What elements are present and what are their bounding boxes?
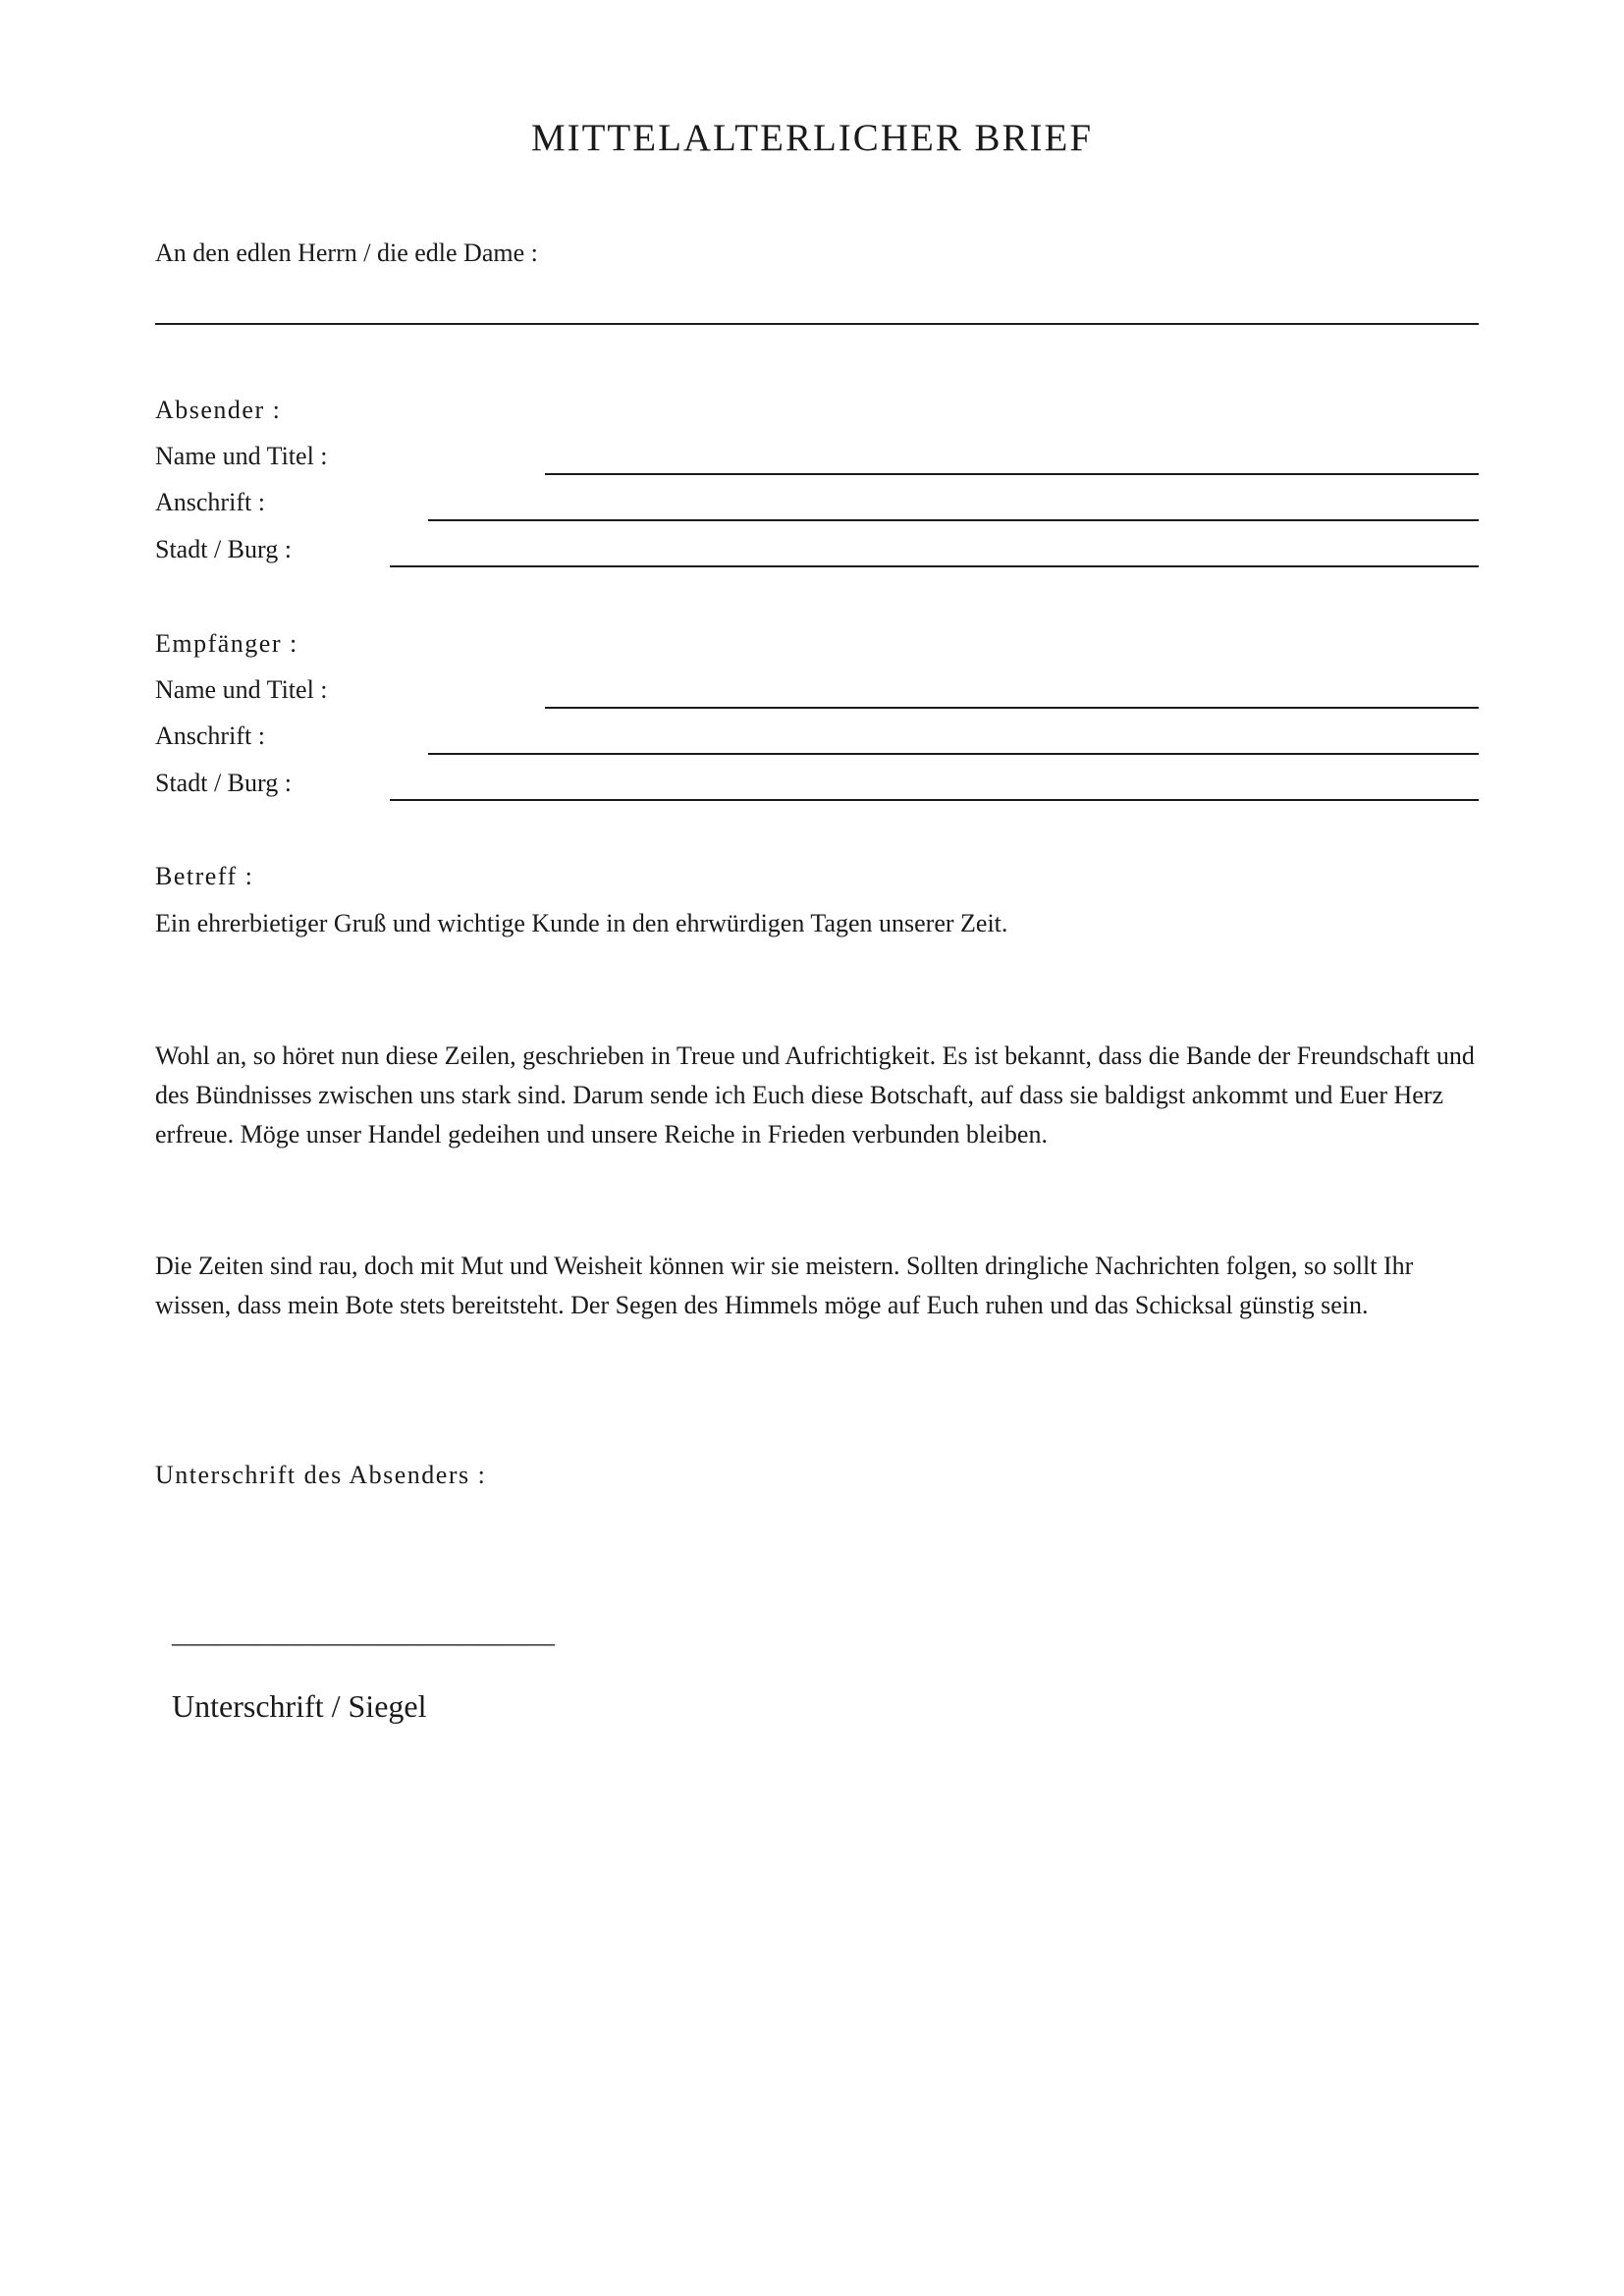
sender-heading: Absender :	[155, 396, 282, 424]
sender-name-field[interactable]	[545, 473, 1479, 475]
signature-heading: Unterschrift des Absenders :	[155, 1461, 487, 1489]
salutation-field[interactable]	[155, 323, 1479, 325]
sender-name-label: Name und Titel :	[155, 442, 328, 470]
sender-city-field[interactable]	[390, 565, 1479, 567]
recipient-name-label: Name und Titel :	[155, 675, 328, 704]
sender-address-label: Anschrift :	[155, 488, 265, 516]
recipient-address-label: Anschrift :	[155, 721, 265, 750]
page-title: MITTELALTERLICHER BRIEF	[530, 117, 1094, 159]
recipient-address-field[interactable]	[428, 753, 1479, 755]
sender-address-field[interactable]	[428, 519, 1479, 521]
recipient-city-label: Stadt / Burg :	[155, 769, 292, 797]
recipient-city-field[interactable]	[390, 799, 1479, 801]
signature-line[interactable]: ______________________________	[172, 1620, 555, 1648]
recipient-name-field[interactable]	[545, 707, 1479, 709]
subject-heading: Betreff :	[155, 862, 254, 890]
subject-text: Ein ehrerbietiger Gruß und wichtige Kunde in den ehrwürdigen Tagen unserer Zeit.	[155, 909, 1008, 937]
recipient-heading: Empfänger :	[155, 629, 298, 658]
body-paragraph-1: Wohl an, so höret nun diese Zeilen, geschrieben in Treue und Aufrichtigkeit. Es ist bekannt, dass die Bande der Freundschaft und des Bündnisses zwischen uns stark sind. Darum sende ich Euch diese Botschaft, auf dass sie baldigst ankommt und Euer Herz erfreue. Möge unser Handel gedeihen und unsere Reiche in Frieden verbunden bleiben.	[155, 1041, 1475, 1148]
salutation-label: An den edlen Herrn / die edle Dame :	[155, 239, 538, 267]
sender-city-label: Stadt / Burg :	[155, 535, 292, 563]
signature-caption: Unterschrift / Siegel	[172, 1688, 427, 1724]
body-paragraph-2: Die Zeiten sind rau, doch mit Mut und Weisheit können wir sie meistern. Sollten dringliche Nachrichten folgen, so sollt Ihr wissen, dass mein Bote stets bereitsteht. Der Segen des Himmels möge auf Euch ruhen und das Schicksal günstig sein.	[155, 1252, 1414, 1319]
